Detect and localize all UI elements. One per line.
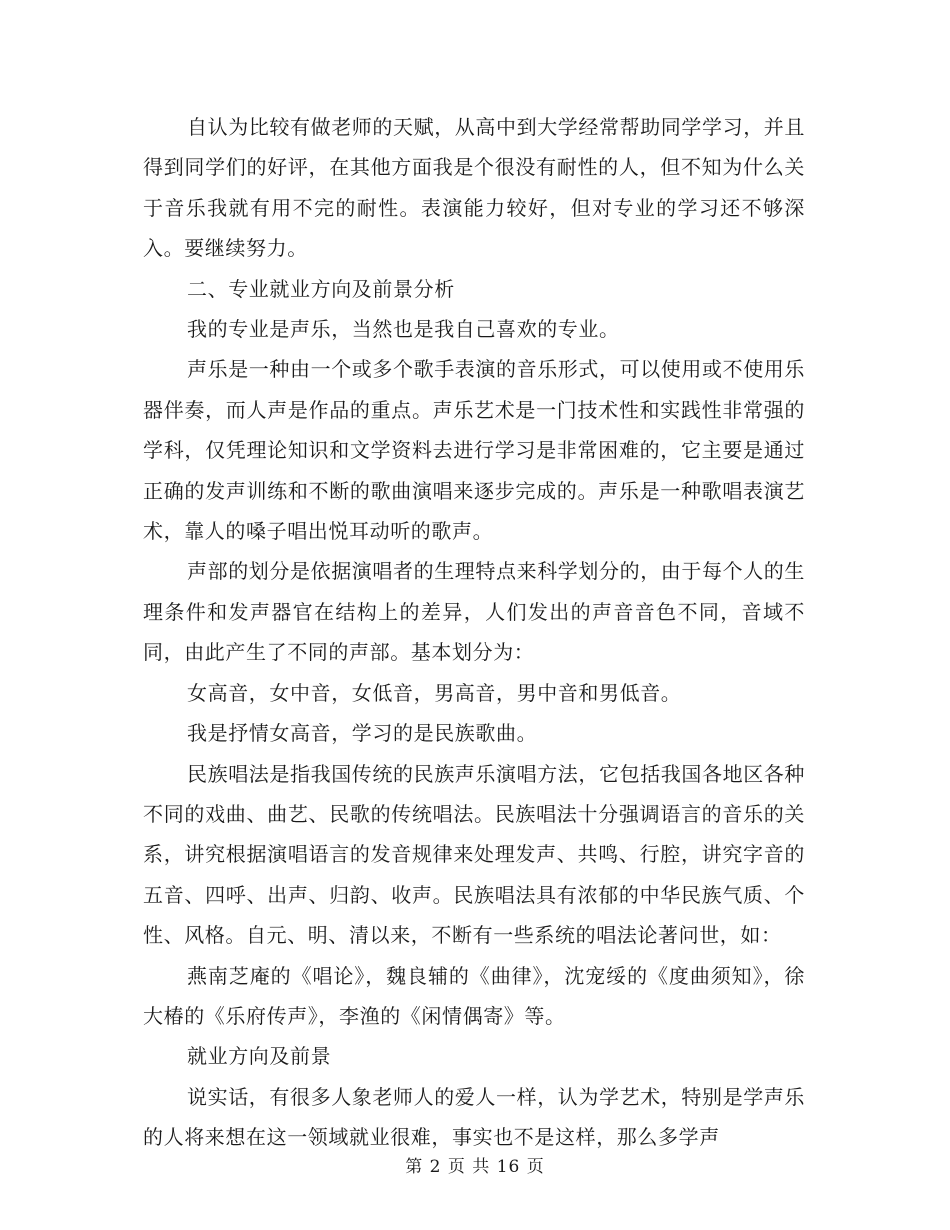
paragraph-folk-singing: 民族唱法是指我国传统的民族声乐演唱方法，它包括我国各地区各种不同的戏曲、曲艺、民歌的传统唱法。民族唱法十分强调语言的音乐的关系，讲究根据演唱语言的发音规律来处理发声、共鸣、行腔，讲究字音的五音、四呼、出声、归韵、收声。民族唱法具有浓郁的中华民族气质、个性、风格。自元、明、清以来，不断有一些系统的唱法论著问世，如： bbox=[143, 761, 805, 948]
paragraph-vocal-music-definition: 声乐是一种由一个或多个歌手表演的音乐形式，可以使用或不使用乐器伴奏，而人声是作品的重点。声乐艺术是一门技术性和实践性非常强的学科，仅凭理论知识和文学资料去进行学习是非常困难的，它主要是通过正确的发声训练和不断的歌曲演唱来逐步完成的。声乐是一种歌唱表演艺术，靠人的嗓子唱出悦耳动听的歌声。 bbox=[143, 357, 805, 544]
paragraph-my-voice-type: 我是抒情女高音，学习的是民族歌曲。 bbox=[187, 721, 538, 746]
paragraph-voice-parts: 声部的划分是依据演唱者的生理特点来科学划分的，由于每个人的生理条件和发声器官在结构上的差异，人们发出的声音音色不同，音域不同，由此产生了不同的声部。基本划分为： bbox=[143, 559, 805, 665]
paragraph-classic-works: 燕南芝庵的《唱论》，魏良辅的《曲律》，沈宠绥的《度曲须知》，徐大椿的《乐府传声》，李渔的《闲情偶寄》等。 bbox=[143, 963, 805, 1028]
document-body bbox=[143, 107, 805, 1158]
paragraph-employment-discussion: 说实话，有很多人象老师人的爱人一样，认为学艺术，特别是学声乐的人将来想在这一领域就业很难，事实也不是这样，那么多学声 bbox=[143, 1084, 805, 1150]
page-number-footer: 第 2 页 共 16 页 bbox=[405, 1157, 545, 1177]
paragraph-self-assessment: 自认为比较有做老师的天赋，从高中到大学经常帮助同学学习，并且得到同学们的好评，在其他方面我是个很没有耐性的人，但不知为什么关于音乐我就有用不完的耐性。表演能力较好，但对专业的学习还不够深入。要继续努力。 bbox=[143, 115, 805, 261]
subheading-employment-prospects: 就业方向及前景 bbox=[187, 1044, 332, 1069]
section-heading-career-direction: 二、专业就业方向及前景分析 bbox=[187, 276, 455, 301]
paragraph-major-intro: 我的专业是声乐，当然也是我自己喜欢的专业。 bbox=[187, 317, 620, 342]
paragraph-voice-part-list: 女高音，女中音，女低音，男高音，男中音和男低音。 bbox=[187, 680, 682, 705]
